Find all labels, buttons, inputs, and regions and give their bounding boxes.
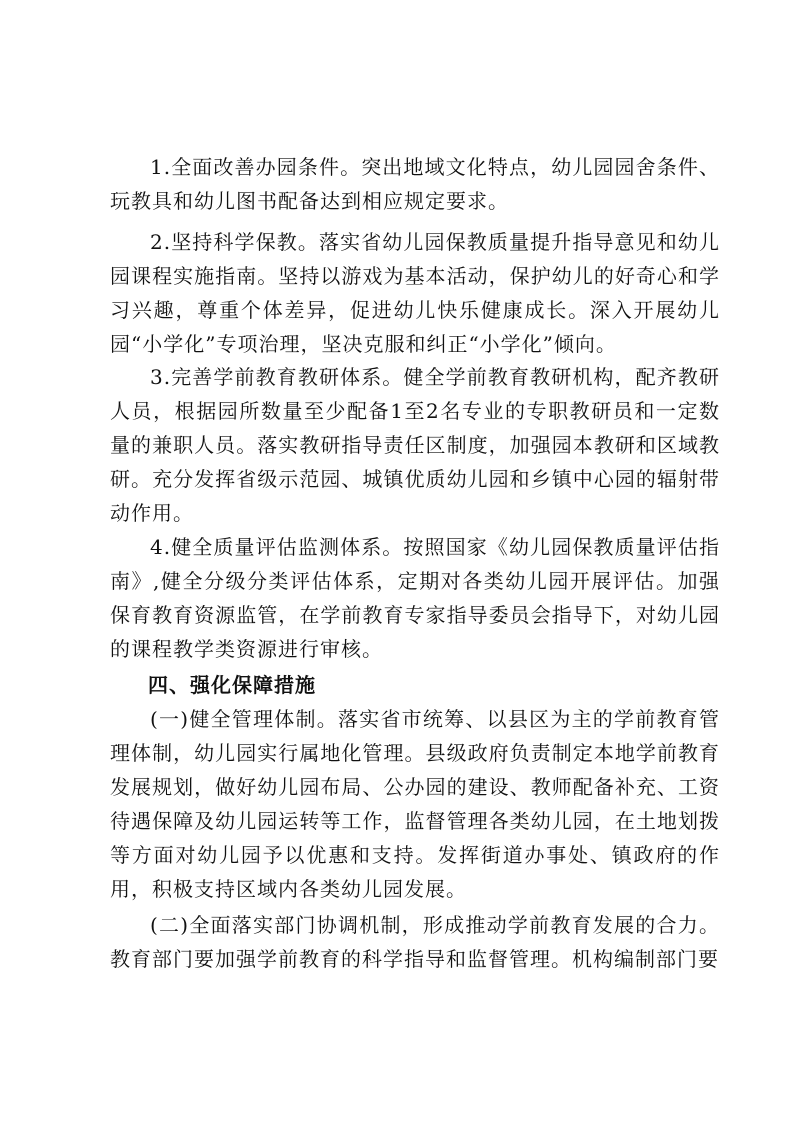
paragraph-4: 4.健全质量评估监测体系。按照国家《幼儿园保教质量评估指南》,健全分级分类评估体系，定期对各类幼儿园开展评估。加强保育教育资源监管，在学前教育专家指导委员会指导下，对幼儿园的课程教学类资源进行审核。 (110, 535, 720, 661)
section-heading: 四、强化保障措施 (148, 673, 316, 697)
paragraph-3: 3.完善学前教育教研体系。健全学前教育教研机构，配齐教研人员，根据园所数量至少配备1至2名专业的专职教研员和一定数量的兼职人员。落实教研指导责任区制度，加强园本教研和区域教研。充分发挥省级示范园、城镇优质幼儿园和乡镇中心园的辐射带动作用。 (110, 365, 720, 525)
paragraph-1: 1.全面改善办园条件。突出地域文化特点，幼儿园园舍条件、玩教具和幼儿图书配备达到相应规定要求。 (110, 155, 720, 213)
paragraph-2: 2.坚持科学保教。落实省幼儿园保教质量提升指导意见和幼儿园课程实施指南。坚持以游戏为基本活动，保护幼儿的好奇心和学习兴趣，尊重个体差异，促进幼儿快乐健康成长。深入开展幼儿园“小学化”专项治理，坚决克服和纠正“小学化”倾向。 (110, 230, 720, 356)
section-paragraph-2: (二)全面落实部门协调机制，形成推动学前教育发展的合力。教育部门要加强学前教育的科学指导和监督管理。机构编制部门要 (110, 913, 720, 971)
section-paragraph-1: (一)健全管理体制。落实省市统筹、以县区为主的学前教育管理体制，幼儿园实行属地化管理。县级政府负责制定本地学前教育发展规划，做好幼儿园布局、公办园的建设、教师配备补充、工资待遇保障及幼儿园运转等工作，监督管理各类幼儿园，在土地划拨等方面对幼儿园予以优惠和支持。发挥街道办事处、镇政府的作用，积极支持区域内各类幼儿园发展。 (110, 707, 720, 901)
